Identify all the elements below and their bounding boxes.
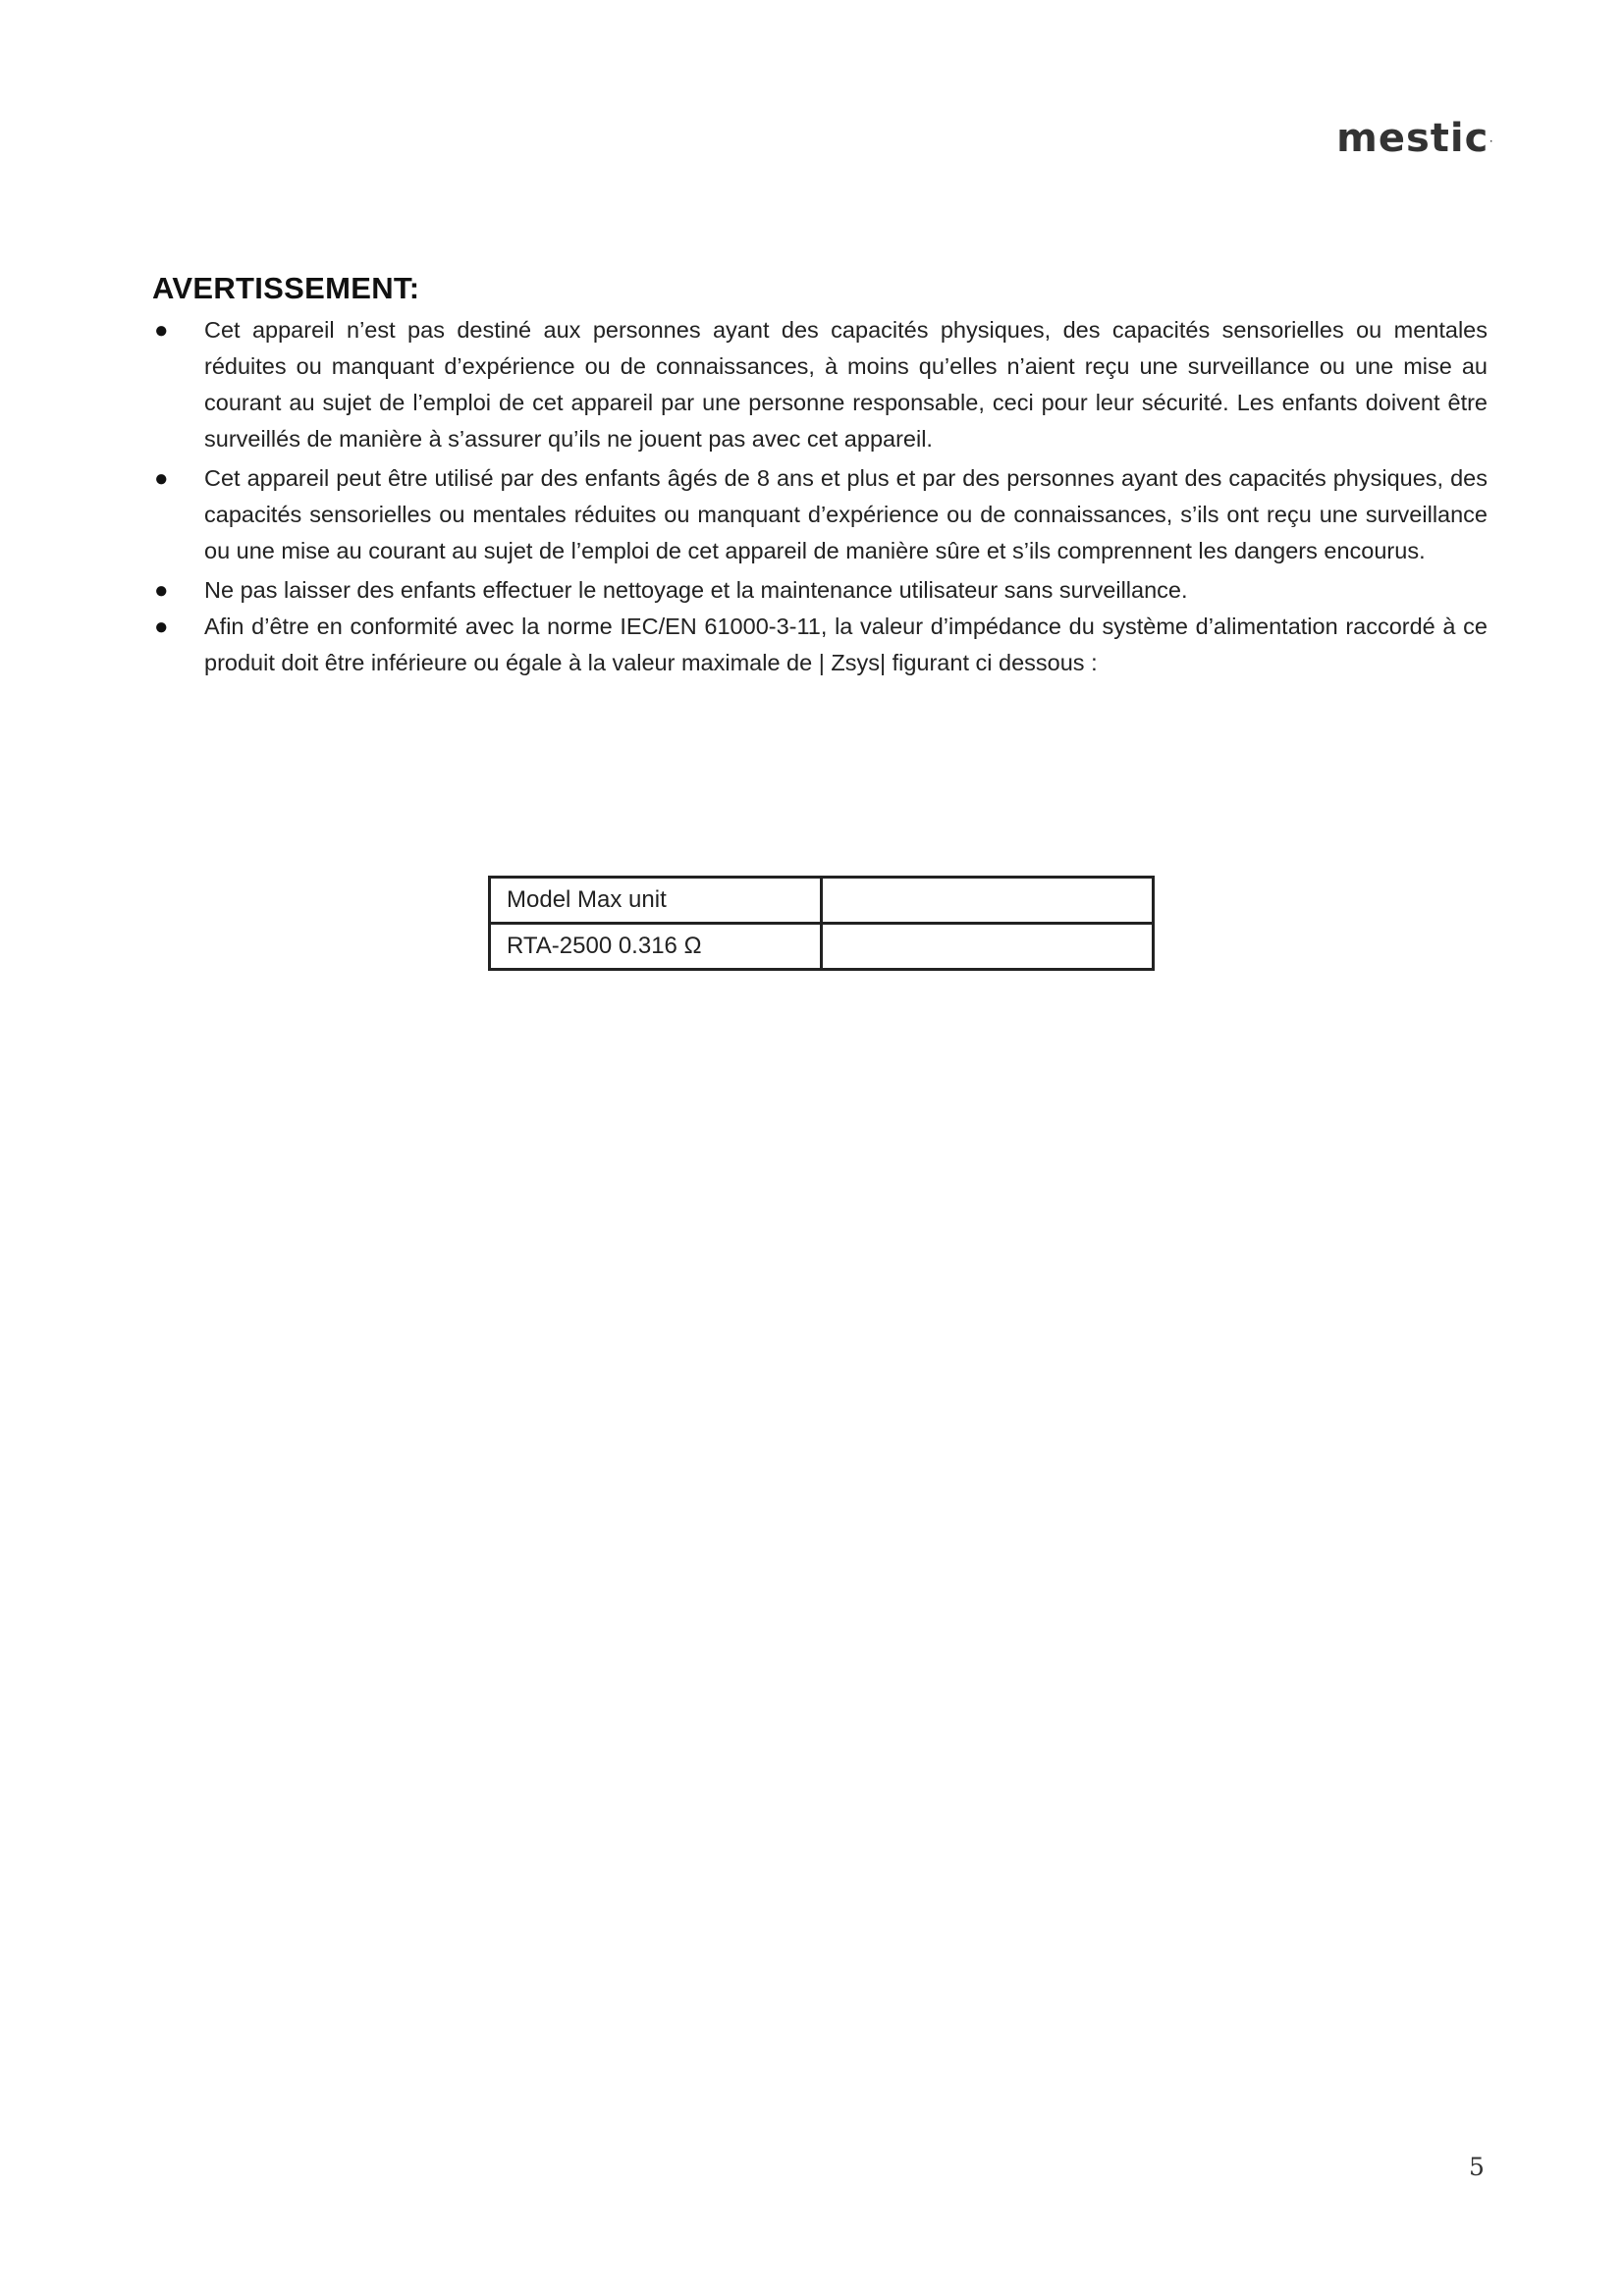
impedance-table: [488, 876, 1155, 971]
warning-item: [152, 572, 1488, 609]
brand-mark: ·: [1489, 132, 1493, 148]
table-cell: [822, 878, 1154, 924]
table-cell: [822, 924, 1154, 970]
brand-logo: [1336, 116, 1493, 165]
table-row: [490, 924, 1154, 970]
bullet-icon: ●: [154, 577, 169, 604]
page-number: 5: [1469, 2153, 1485, 2181]
warning-list: [152, 312, 1488, 681]
brand-name: mestic: [1336, 116, 1489, 161]
table-row: [490, 878, 1154, 924]
warning-text: Cet appareil n’est pas destiné aux personnes ayant des capacités physiques, des capacités sensorielles ou mentales réduites ou manquant d’expérience ou de connaissances, à moins qu’elles n’aient reçu une surveillance ou une mise au courant au sujet de l’emploi de cet appareil par une personne responsable, ceci pour leur sécurité. Les enfants doivent être surveillés de manière à s’assurer qu’ils ne jouent pas avec cet appareil.: [204, 317, 1488, 452]
warning-item: [152, 312, 1488, 457]
warning-item: [152, 609, 1488, 681]
table-cell: Model Max unit: [490, 878, 822, 924]
warning-heading: AVERTISSEMENT:: [152, 271, 420, 305]
warning-text: Ne pas laisser des enfants effectuer le nettoyage et la maintenance utilisateur sans surveillance.: [204, 577, 1188, 603]
warning-item: [152, 460, 1488, 569]
bullet-icon: ●: [154, 614, 169, 640]
bullet-icon: ●: [154, 317, 169, 344]
warning-text: Cet appareil peut être utilisé par des enfants âgés de 8 ans et plus et par des personnes ayant des capacités physiques, des capacités sensorielles ou mentales réduites ou manquant d’expérience ou de connaissances, s’ils ont reçu une surveillance ou une mise au courant au sujet de l’emploi de cet appareil de manière sûre et s’ils comprennent les dangers encourus.: [204, 465, 1488, 563]
table-cell: RTA-2500 0.316 Ω: [490, 924, 822, 970]
bullet-icon: ●: [154, 465, 169, 492]
warning-text: Afin d’être en conformité avec la norme IEC/EN 61000-3-11, la valeur d’impédance du système d’alimentation raccordé à ce produit doit être inférieure ou égale à la valeur maximale de | Zsys| figurant ci dessous :: [204, 614, 1488, 675]
